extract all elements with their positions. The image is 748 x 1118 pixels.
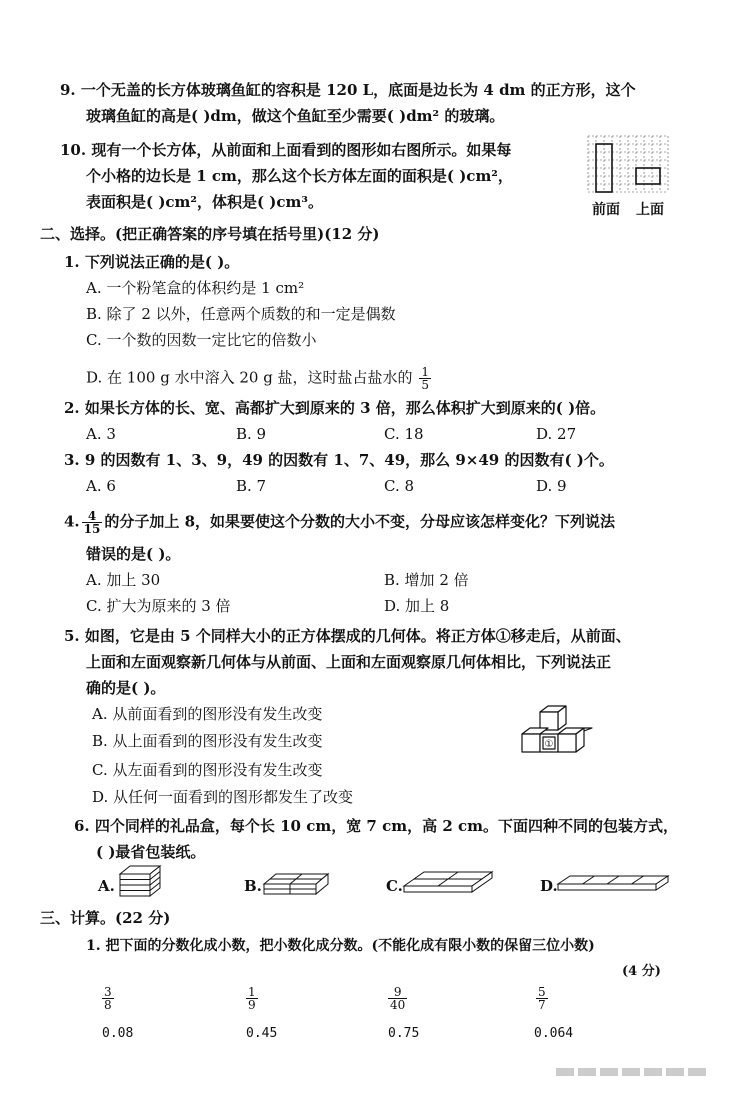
s2-q2-option-c: C. 18 bbox=[384, 425, 424, 443]
s2-q1-option-d-fraction bbox=[419, 366, 431, 391]
s3-q1-stem: 1. 把下面的分数化成小数，把小数化成分数。(不能化成有限小数的保留三位小数) bbox=[86, 938, 595, 954]
s3-decimal-1: 0.08 bbox=[102, 1026, 134, 1041]
s2-q5-option-a: A. 从前面看到的图形没有发生改变 bbox=[92, 705, 323, 723]
s3-decimal-3: 0.75 bbox=[388, 1026, 420, 1041]
fraction-numerator: 1 bbox=[421, 365, 429, 379]
fraction-numerator: 9 bbox=[388, 986, 407, 999]
s2-q4-number: 4. bbox=[64, 512, 80, 531]
q10-line1: 10. 现有一个长方体，从前面和上面看到的图形如右图所示。如果每 bbox=[60, 141, 512, 159]
s3-decimal-2: 0.45 bbox=[246, 1026, 278, 1041]
s2-q5-option-c: C. 从左面看到的图形没有发生改变 bbox=[92, 761, 323, 779]
s2-q1-option-a: A. 一个粉笔盒的体积约是 1 cm² bbox=[86, 279, 305, 297]
fraction-denominator: 5 bbox=[421, 378, 429, 392]
q5-cube-figure bbox=[520, 704, 594, 758]
s2-q5-line2: 上面和左面观察新几何体与从前面、上面和左面观察原几何体相比，下列说法正 bbox=[86, 653, 612, 671]
s2-q2-stem: 2. 如果长方体的长、宽、高都扩大到原来的 3 倍，那么体积扩大到原来的( )倍。 bbox=[64, 399, 606, 417]
q10-line2: 个小格的边长是 1 cm，那么这个长方体左面的面积是( )cm²， bbox=[86, 167, 513, 185]
page-footer-marks bbox=[556, 1068, 726, 1076]
q6-package-c bbox=[402, 870, 494, 896]
s2-q3-stem: 3. 9 的因数有 1、3、9，49 的因数有 1、7、49，那么 9×49 的因数有( )个。 bbox=[64, 451, 614, 469]
s2-q2-option-d: D. 27 bbox=[536, 425, 577, 443]
q6-package-d bbox=[556, 872, 670, 894]
s2-q6-option-d: D. bbox=[540, 877, 558, 895]
section3-title: 三、计算。(22 分) bbox=[40, 909, 171, 927]
s2-q4-fraction bbox=[82, 510, 103, 535]
q6-package-a bbox=[118, 864, 162, 898]
s2-q5-line1: 5. 如图，它是由 5 个同样大小的正方体摆成的几何体。将正方体①移走后，从前面、 bbox=[64, 627, 631, 645]
section2-title: 二、选择。(把正确答案的序号填在括号里)(12 分) bbox=[40, 225, 380, 243]
fraction-numerator: 1 bbox=[248, 985, 256, 999]
q10-label-top: 上面 bbox=[636, 202, 664, 218]
s2-q3-option-c: C. 8 bbox=[384, 477, 415, 495]
s2-q4-option-d: D. 加上 8 bbox=[384, 597, 450, 615]
s2-q3-option-b: B. 7 bbox=[236, 477, 267, 495]
s2-q4-option-c: C. 扩大为原来的 3 倍 bbox=[86, 597, 231, 615]
q6-package-b bbox=[262, 872, 330, 896]
s2-q3-option-a: A. 6 bbox=[86, 477, 116, 495]
q9-line1: 9. 一个无盖的长方体玻璃鱼缸的容积是 120 L，底面是边长为 4 dm 的正方形，这个 bbox=[60, 81, 636, 99]
q10-grid-figure bbox=[588, 136, 668, 198]
s2-q1-option-b: B. 除了 2 以外，任意两个质数的和一定是偶数 bbox=[86, 305, 396, 323]
s3-decimal-4: 0.064 bbox=[534, 1026, 574, 1041]
fraction-numerator: 4 bbox=[82, 510, 103, 523]
s3-q1-score: (4 分) bbox=[622, 964, 661, 979]
s2-q6-option-c: C. bbox=[386, 877, 403, 895]
s2-q6-option-b: B. bbox=[244, 877, 262, 895]
s2-q2-option-b: B. 9 bbox=[236, 425, 267, 443]
s3-fraction-1 bbox=[100, 986, 116, 1011]
s2-q5-line3: 确的是( )。 bbox=[86, 679, 166, 697]
fraction-denominator: 40 bbox=[390, 998, 406, 1012]
s3-fraction-4 bbox=[534, 986, 550, 1011]
fraction-denominator: 8 bbox=[104, 998, 112, 1012]
s2-q4-line1 bbox=[64, 510, 615, 535]
s3-fraction-3 bbox=[386, 986, 409, 1011]
s2-q3-option-d: D. 9 bbox=[536, 477, 567, 495]
q9-line2: 玻璃鱼缸的高是( )dm，做这个鱼缸至少需要( )dm² 的玻璃。 bbox=[86, 107, 505, 125]
s2-q2-option-a: A. 3 bbox=[86, 425, 116, 443]
s2-q5-option-d: D. 从任何一面看到的图形都发生了改变 bbox=[92, 788, 354, 806]
fraction-denominator: 7 bbox=[538, 998, 546, 1012]
fraction-numerator: 5 bbox=[538, 985, 546, 999]
s2-q4-line2: 错误的是( )。 bbox=[86, 545, 181, 563]
s2-q1-option-d-text: D. 在 100 g 水中溶入 20 g 盐，这时盐占盐水的 bbox=[86, 368, 413, 387]
s2-q6-line1: 6. 四个同样的礼品盒，每个长 10 cm，宽 7 cm，高 2 cm。下面四种不同的包装方式， bbox=[74, 817, 678, 835]
fraction-denominator: 9 bbox=[248, 998, 256, 1012]
s2-q1-option-d bbox=[86, 366, 433, 391]
fraction-numerator: 3 bbox=[104, 985, 112, 999]
s2-q4-text: 的分子加上 8，如果要使这个分数的大小不变，分母应该怎样变化？下列说法 bbox=[104, 512, 616, 531]
q5-cube-label: ① bbox=[544, 739, 554, 750]
s2-q4-option-a: A. 加上 30 bbox=[86, 571, 161, 589]
s3-fraction-2 bbox=[244, 986, 260, 1011]
s2-q5-option-b: B. 从上面看到的图形没有发生改变 bbox=[92, 732, 323, 750]
q10-label-front: 前面 bbox=[592, 202, 620, 218]
fraction-denominator: 15 bbox=[83, 522, 101, 536]
s2-q6-line2: ( )最省包装纸。 bbox=[96, 843, 206, 861]
q10-line3: 表面积是( )cm²，体积是( )cm³。 bbox=[86, 193, 323, 211]
s2-q1-option-c: C. 一个数的因数一定比它的倍数小 bbox=[86, 331, 317, 349]
s2-q1-stem: 1. 下列说法正确的是( )。 bbox=[64, 253, 240, 271]
s2-q4-option-b: B. 增加 2 倍 bbox=[384, 571, 469, 589]
s2-q6-option-a: A. bbox=[98, 877, 115, 895]
